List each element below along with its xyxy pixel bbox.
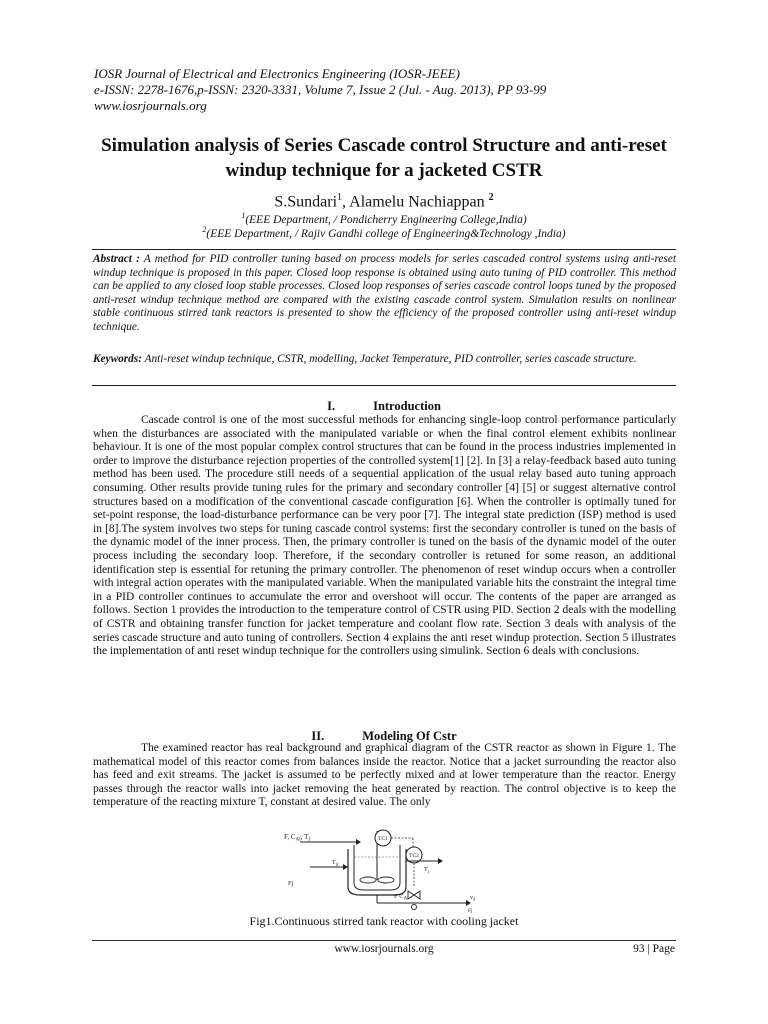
journal-name: IOSR Journal of Electrical and Electronics Engineering (IOSR-JEEE)	[94, 66, 460, 81]
section-2-title: Modeling Of Cstr	[362, 729, 457, 743]
jacket-outlet-arrow	[438, 858, 443, 864]
outlet-label: F $C_A$	[394, 893, 408, 902]
author-2-sup: 2	[488, 192, 494, 203]
tc1-label: TC1	[378, 836, 388, 842]
affiliation-1-sup: 1	[241, 211, 246, 220]
section-1-number: I.	[327, 399, 336, 413]
keywords-text: Anti-reset windup technique, CSTR, modelling, Jacket Temperature, PID controller, series cascade structure.	[141, 353, 637, 365]
footer-page-number: 93 | Page	[633, 943, 675, 955]
affiliation-1-text: (EEE Department, / Pondicherry Engineering College,India)	[245, 213, 527, 226]
tj-label: $T_j$	[424, 867, 429, 874]
abstract-bottom-rule	[92, 385, 676, 386]
tc2-label: TC2	[409, 853, 419, 859]
journal-header	[94, 66, 546, 114]
section-2-number: II.	[311, 729, 325, 743]
section-2-body	[93, 742, 676, 810]
section-1-heading	[0, 399, 768, 414]
footer-url: www.iosrjournals.org	[334, 943, 434, 955]
affiliation-2-sup: 2	[202, 225, 207, 234]
section-1-body	[93, 414, 676, 659]
feed-arrow	[356, 839, 361, 845]
figure-caption: Fig1.Continuous stirred tank reactor with cooling jacket	[249, 914, 519, 928]
feed-label: F, $C_{Af}$, $T_f$	[284, 833, 311, 843]
jacket-inlet-arrow	[343, 864, 348, 870]
valve-actuator-icon	[412, 905, 417, 910]
fj-left-label: Fj	[288, 880, 294, 887]
abstract	[93, 253, 676, 334]
abstract-top-rule	[92, 249, 676, 250]
tjf-label: $T_{jf}$	[332, 860, 339, 867]
abstract-text: A method for PID controller tuning based on process models for series cascaded control systems using anti-reset windup technique is proposed in this paper. Closed loop response is obtained using auto tuning of PID controller. This method can be applied to any closed loop stable processes. Closed loop responses of series cascade control loops tuned by the proposed anti-reset windup technique method are compared with the existing cascade control system. Simulation results on nonlinear stable continuous stirred tank reactors is presented to show the efficiency of the proposed controller using anti-reset windup technique.	[93, 253, 676, 333]
keywords-label: Keywords:	[93, 353, 142, 365]
vd-label: $v_d$	[470, 895, 476, 902]
journal-issn: e-ISSN: 2278-1676,p-ISSN: 2320-3331, Volume 7, Issue 2 (Jul. - Aug. 2013), PP 93-99	[94, 82, 547, 97]
cstr-diagram	[270, 825, 485, 913]
cstr-figure	[270, 825, 485, 913]
author-1: S.Sundari	[274, 193, 338, 211]
section-2-paragraph: The examined reactor has real background and graphical diagram of the CSTR reactor as shown in Figure 1. The mathematical model of this reactor comes from balances inside the reactor. Notice that a jacket surrounding the reactor also has feed and exit streams. The jacket is assumed to be perfectly mixed and at lower temperature than the reactor. Energy passes through the reactor walls into jacket removing the heat generated by reaction. The control objective is to keep the temperature of the reacting mixture T, constant at desired value. The only	[93, 742, 676, 809]
keywords	[93, 353, 676, 367]
fj-right-label: Fj	[468, 908, 473, 913]
journal-url: www.iosrjournals.org	[94, 98, 207, 113]
footer-rule	[92, 940, 676, 941]
impeller-blade-left	[360, 877, 376, 883]
author-1-sup: 1	[337, 192, 343, 203]
author-2: Alamelu Nachiappan	[349, 193, 489, 211]
affiliation-2	[0, 223, 768, 241]
paper-title: Simulation analysis of Series Cascade control Structure and anti-reset windup technique for a jacketed CSTR	[101, 135, 667, 181]
impeller-blade-right	[378, 877, 394, 883]
author-separator: ,	[342, 193, 350, 211]
affiliation-2-text: (EEE Department, / Rajiv Gandhi college of Engineering&Technology ,India)	[206, 227, 566, 240]
section-1-title: Introduction	[373, 399, 441, 413]
control-valve-icon	[408, 891, 420, 899]
section-1-paragraph: Cascade control is one of the most successful methods for enhancing single-loop control performance particularly when the disturbances are associated with the manipulated variable or when the final control element exhibits nonlinear behaviour. It is one of the most popular complex control structures that can be found in the process industries implemented in order to improve the disturbance rejection properties of the controlled system[1] [2]. In [3] a relay-feedback based auto tuning method has been used. The procedure still needs of a sequential application of the usual relay based auto tuning approach consuming. Other results provide tuning rules for the primary and secondary controller [4] [5] or suggest alternative control structures based on a modification of the conventional cascade configuration [6]. When the controller is optimally tuned for set-point response, the load-disturbance performance can be very poor [7]. The integral state prediction (ISP) method is used in [8].The system involves two steps for tuning cascade control systems: first the secondary controller is tuned on the basis of the dynamic model of the inner process. Then, the primary controller is tuned on the basis of the dynamic model of the outer process including the secondary loop. Therefore, if the secondary controller is retuned for some reason, an additional identification step is essential for retuning the primary controller. The phenomenon of reset windup occurs when a controller with integral action operates with the manipulated variable. When the manipulated variable hits the constraint the integral time in a PID controller continues to accumulate the error and overshoot will occur. The contents of the paper are arranged as follows. Section 1 provides the introduction to the temperature control of CSTR using PID. Section 2 deals with the modelling of CSTR and obtaining transfer function for jacket temperature and coolant flow rate. Section 3 deals with analysis of the series cascade structure and auto tuning of controllers. Section 4 explains the anti reset windup protection. Section 5 illustrates the implementation of anti reset windup technique for the controllers using simulink. Section 6 deals with conclusions.	[93, 414, 676, 658]
abstract-label: Abstract :	[93, 253, 140, 265]
